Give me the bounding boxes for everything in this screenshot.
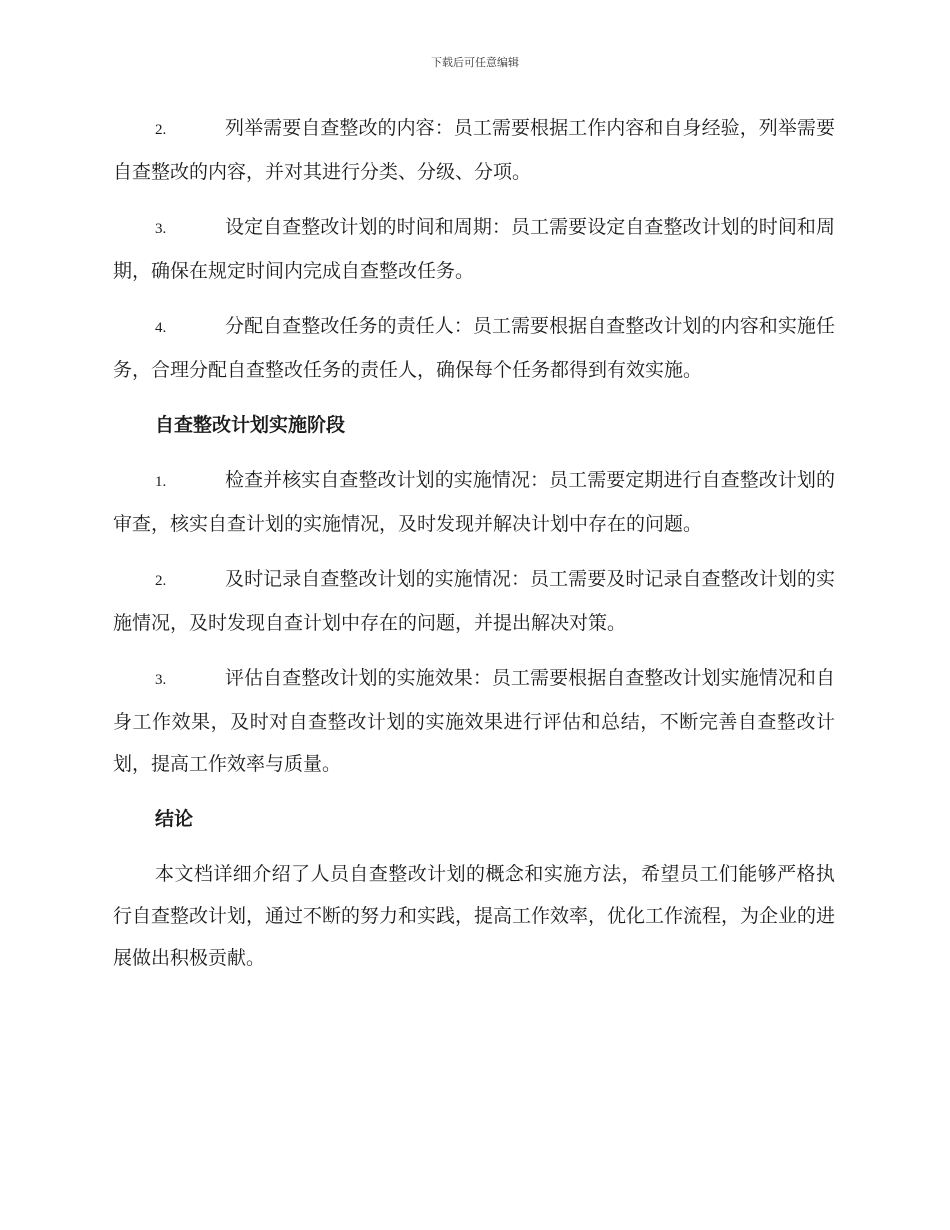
list-item-impl-1 (113, 459, 835, 545)
page-header: 下载后可任意编辑 (431, 56, 519, 69)
list-number: 4. (155, 320, 167, 336)
conclusion-paragraph: 本文档详细介绍了人员自查整改计划的概念和实施方法，希望员工们能够严格执行自查整改计划，通过不断的努力和实践，提高工作效率，优化工作流程，为企业的进展做出积极贡献。 (113, 863, 836, 969)
list-item-plan-4 (113, 305, 835, 391)
list-number: 2. (155, 573, 167, 589)
list-item-impl-3 (113, 657, 835, 785)
list-item-plan-3 (113, 206, 835, 292)
list-number: 1. (155, 474, 167, 490)
list-item-impl-2 (113, 558, 835, 644)
list-item-text: 列举需要自查整改的内容：员工需要根据工作内容和自身经验，列举需要自查整改的内容，并对其进行分类、分级、分项。 (113, 117, 835, 183)
list-number: 3. (155, 221, 167, 237)
list-item-text: 检查并核实自查整改计划的实施情况：员工需要定期进行自查整改计划的审查，核实自查计划的实施情况，及时发现并解决计划中存在的问题。 (113, 469, 835, 535)
list-number: 3. (155, 672, 167, 688)
list-number: 2. (155, 122, 167, 138)
list-item-plan-2 (113, 107, 835, 193)
list-item-text: 及时记录自查整改计划的实施情况：员工需要及时记录自查整改计划的实施情况，及时发现自查计划中存在的问题，并提出解决对策。 (113, 568, 835, 634)
list-item-text: 分配自查整改任务的责任人：员工需要根据自查整改计划的内容和实施任务，合理分配自查整改任务的责任人，确保每个任务都得到有效实施。 (113, 315, 835, 381)
section-heading-conclusion: 结论 (155, 808, 194, 830)
list-item-text: 设定自查整改计划的时间和周期：员工需要设定自查整改计划的时间和周期，确保在规定时间内完成自查整改任务。 (113, 216, 835, 282)
section-heading-implementation: 自查整改计划实施阶段 (155, 414, 346, 436)
document-body (113, 107, 835, 979)
list-item-text: 评估自查整改计划的实施效果：员工需要根据自查整改计划实施情况和自身工作效果，及时对自查整改计划的实施效果进行评估和总结，不断完善自查整改计划，提高工作效率与质量。 (113, 667, 835, 775)
